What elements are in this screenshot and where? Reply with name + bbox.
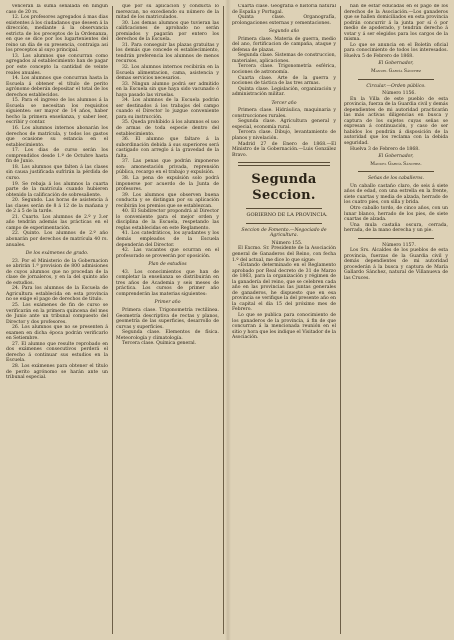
- paragraph: 31. Para conseguir las plazas gratuitas y los demás que concede el establecimiento, tendrán preferencia los alumnos de menos recursos.: [116, 42, 219, 65]
- subheading: Primer año: [154, 300, 181, 306]
- paragraph: 12. Los profesores agregados á mas dias existentes á los ciudadanos que deseen á la dirección, mediante á la observancia estricta de los preceptos de la Ordenanza, en que se dice por los lugartenientes del reino un dia de su presencia, contraiga asi los preceptos al suyo principal.: [6, 15, 108, 54]
- paragraph: vencerán la suma señalada en ningun caso de 20 rs.: [6, 4, 108, 15]
- paragraph: Tercera clase. Dibujo, levantamiento de planos y nivelación.: [232, 130, 336, 142]
- paragraph: 24. Para los alumnos de la Escuela de Agricultura establecida en esta provincia no se exige el pago de derechos de titulo.: [6, 286, 108, 303]
- column-2: [116, 4, 219, 636]
- section-rule: [358, 238, 434, 239]
- paragraph: En la Villa de este pueblo de esta provincia, fuerza de la Guardia civil y demás dependientes de mi autoridad practicarán las más activas diligencias en busca y captura de los sujetos cuyas señas se expresan á continuación, y caso de ser habidos los pondrán á disposición de la autoridad que los reclama con la debida seguridad.: [344, 96, 448, 147]
- column-4: [344, 4, 448, 636]
- paragraph: Quinta clase. Organografía, prolongaciones externas y cementaciones.: [232, 15, 336, 26]
- paragraph: 16. Los alumnos internos abonarán los derechos de matrícula, y todos los gastos que ocasione su estancia en el establecimiento.: [6, 126, 108, 148]
- number-label: Número 1157.: [382, 242, 416, 248]
- paragraph: 33. Ningun alumno podrá ser admitido en la Escuela sin que haya sido vacunado ó haya pasado las viruelas.: [116, 81, 219, 98]
- number-label: Número 155.: [271, 240, 303, 246]
- paragraph: 32. Los alumnos internos recibirán en la Escuela alimentacion, cama, asistencia y demas servicios necesarios.: [116, 65, 219, 82]
- section-heading: De los exámenes de grado.: [25, 251, 89, 257]
- signature-name: Manuel García Sánchez: [371, 69, 421, 75]
- paragraph: 41. Los catedráticos, los ayudantes y los demás empleados de la Escuela dependerán del Director.: [116, 231, 219, 248]
- paragraph: 40. El Subdirector propondrá al Director lo conveniente para el mejor orden y disciplina de la Escuela, respetando las reglas establecidas en este Reglamento.: [116, 209, 219, 231]
- paragraph: 28. Los exámenes para obtener el título de perito agrónomo se harán ante un tribunal especial.: [6, 364, 108, 381]
- paragraph: han de estar educadas en el pago de los derechos de la Asociación.—Los ganaderos que se hallen domiciliados en esta provincia podrán concurrir á la junta por sí ó por medio de apoderado, y tendrán derecho á votar y á ser elegidos para los cargos de la misma.: [344, 4, 448, 43]
- number-label: Número 1156.: [382, 91, 416, 97]
- paragraph: Los Srs. Alcaldes de los pueblos de esta provincia, fuerzas de la Guardia civil y demás dependientes de mi autoridad procederán á la busca y captura de María Gallardo Sánchez, natural de Villanueva de las Cruces.: [344, 248, 448, 281]
- subheading: Tercer año: [271, 100, 297, 106]
- paragraph: Huelva 3 de Febrero de 1868.: [350, 146, 420, 152]
- paragraph: 23. Por el Ministerio de la Gobernacion se abrirán 1.ª provision de 800 admisiones de cuyos alumnos que no procedan de la clase de jornaleros, y en la del quinto año de estudios.: [6, 258, 108, 286]
- paragraph: 18. Los alumnos que falten á las clases sin causa justificada sufrirán la pérdida de curso.: [6, 164, 108, 181]
- section-rule: [238, 162, 330, 166]
- section-rule: [358, 79, 434, 80]
- paragraph: 42. Las vacantes que ocurran en el profesorado se proveerán por oposición.: [116, 248, 219, 259]
- signature-title: El Gobernador,: [378, 154, 414, 160]
- signature-name: Manuel García Sánchez.: [370, 161, 422, 167]
- paragraph: Segunda clase. Sistemas de construccion, materiales, aplicaciones.: [232, 53, 336, 64]
- section-heading: Plan de estudios: [148, 262, 187, 268]
- section-heading: Circular.—Orden público.: [366, 83, 426, 89]
- government-heading: GOBIERNO DE LA PROVINCIA.: [246, 212, 328, 219]
- paragraph: 22. Quinto. Los alumnos de 2.º año abonarán por derechos de matrícula 40 rs. anuales.: [6, 231, 108, 248]
- section-rule: [358, 171, 434, 172]
- column-1: [6, 4, 108, 636]
- paragraph: 38. La pena de expulsión solo podrá imponerse por acuerdo de la Junta de profesores.: [116, 175, 219, 193]
- paragraph: 14. Los alumnos que concurran hasta la Escuela á obtener el título de perito agrónomo deberán depositar el total de los derechos establecidos.: [6, 76, 108, 98]
- paragraph: 13. Los alumnos que concurran como agregados al establecimiento han de pagar por este concepto la cantidad de veinte reales anuales.: [6, 53, 108, 76]
- paragraph: Segunda clase. Agricultura general y especial, economía rural.: [232, 119, 336, 130]
- subheading: Segundo año: [268, 29, 300, 35]
- section-title: Segunda Seccion.: [251, 172, 317, 204]
- section-rule: [246, 208, 322, 209]
- paragraph: 17. Los dias de curso serán los comprendidos desde 1.º de Octubre hasta fin de Junio.: [6, 148, 108, 165]
- paragraph: Lo que se anuncia en el Boletín oficial para conocimiento de todos los interesados. Huelva 5 de Febrero de 1868.: [344, 42, 448, 59]
- paragraph: Primera clase. Trigonometría rectilínea. Geometría descriptiva de rectas y planos, geometría de las superficies, desarrollo de curvas y superficies.: [116, 307, 219, 330]
- section-rule: [246, 223, 322, 224]
- paragraph: 36. El alumno que faltare á la subordinación debida á sus superiores será castigado con arreglo á la gravedad de la falta.: [116, 137, 219, 159]
- paragraph: Una mula castaña oscura, cerrada, herrada, de la mano derecha y un pie.: [344, 222, 448, 234]
- paragraph: 20. Segundo. Las horas de asistencia á las clases serán de 8 á 12 de la mañana y de 2 á 5 de la tarde.: [6, 198, 108, 215]
- paragraph: «Estando determinado en el Reglamento aprobado por Real decreto de 31 de Marzo de 1863, para la organización y régimen de la ganadería del reino, que se celebren cada año en las provincias las juntas generales de ganaderos, he dispuesto que en esa provincia se verifique la del presente año en la capital el día 15 del próximo mes de Febrero.: [232, 263, 336, 313]
- paragraph: Segunda clase. Elementos de física. Meteorología y climatología.: [116, 330, 219, 341]
- paragraph: Lo que se publica para conocimiento de los ganaderos de la provincia, á fin de que concurran á la mencionada reunión en el sitio y hora que les indique el Visitador de la Asociación.: [232, 312, 336, 341]
- place-date: Madrid 27 de Enero de 1868.—El Ministro de la Gobernación.—Luis González Bravo.: [232, 141, 336, 158]
- page-fold: [225, 0, 231, 640]
- paragraph: Un caballo castaño claro, de seis á siete años de edad, con una estrella en la frente, siete cuartas y media de alzada, herrado de los cuatro pies, con silla y brida.: [344, 183, 448, 206]
- paragraph: 37. Las penas que podrán imponerse son: amonestación privada, reprensión pública, recargo en el trabajo y expulsión.: [116, 159, 219, 176]
- paragraph: Cuarta clase. Geografía é historia natural de España y Portugal.: [232, 4, 336, 15]
- paragraph: 43. Los conocimientos que han de completar la enseñanza se distribuirán en tres años de Academia y seis meses de práctica. Los cursos de primer año comprenderán las materias siguientes:: [116, 269, 219, 297]
- paragraph: 35. Queda prohibido á los alumnos el uso de armas de toda especie dentro del establecimiento.: [116, 120, 219, 137]
- paragraph: 34. Los alumnos de la Escuela podrán ser destinados á los trabajos del campo cuando el Director lo juzgue conveniente para su instrucción.: [116, 98, 219, 120]
- paragraph: Primera clase. Hidráulica, maquinaria y construcciones rurales.: [232, 108, 336, 119]
- paragraph: 26. Los alumnos que no se presenten á examen en dicha época podrán verificarlo en Setiembre.: [6, 325, 108, 342]
- paragraph: Tercera clase. Química general.: [122, 341, 197, 347]
- column-divider: [223, 6, 224, 634]
- section-heading: Seccion de Fomento.—Negociado de Agricultura.: [241, 227, 327, 239]
- paragraph: 21. Cuarto. Los alumnos de 2.º y 3.er año tendrán además las prácticas en el campo de experimentación.: [6, 214, 108, 231]
- paragraph: El Excmo. Sr. Presidente de la Asociación general de Ganaderos del Reino, con fecha 1.º del actual, me dice lo que sigue:: [232, 246, 336, 263]
- column-divider: [340, 6, 341, 634]
- column-3: [232, 4, 336, 636]
- column-divider: [112, 6, 113, 634]
- paragraph: 39. Los alumnos que observen buena conducta y se distingan por su aplicación recibirán los premios que se establezcan.: [116, 192, 219, 209]
- paragraph: Cuarta clase. Arte de la guerra y nociones de táctica de las tres armas.: [232, 75, 336, 87]
- paragraph: 15. Para el ingreso de los alumnos á la Escuela se necesitan los requisitos siguientes: ser mayor de 14 años, haber hecho la primera enseñanza, y saber leer, escribir y contar.: [6, 98, 108, 126]
- signature-title: El Gobernador,: [378, 61, 414, 67]
- paragraph: 19. Se rebaja á los alumnos la cuarta parte de la matrícula cuando hubieren obtenido la calificación de sobresaliente.: [6, 181, 108, 198]
- section-heading: Señas de los caballeros.: [368, 176, 424, 182]
- paragraph: Quinta clase. Legislación, organización y administración militar.: [232, 86, 336, 98]
- paragraph: que por su aplicación y conducta lo merezcan, no excediendo su número de la mitad de los matriculados.: [116, 4, 219, 21]
- paragraph: 27. El alumno que resulte reprobado en dos exámenes consecutivos perderá el derecho á continuar sus estudios en la Escuela.: [6, 341, 108, 364]
- paragraph: 25. Los exámenes de fin de curso se verificarán en la primera quincena del mes de Junio ante un tribunal compuesto del Director y dos profesores.: [6, 302, 108, 325]
- paragraph: Tercera clase. Trigonometría esférica, nociones de astronomía.: [232, 64, 336, 76]
- paragraph: Primera clase. Materia de guerra, medio del ano, fortificacion de campaña, ataque y defensa de plazas.: [232, 36, 336, 53]
- paragraph: 30. Los demas alumnos que tuvieran las calificaciones de aprobado no serán premiados y pagarán por entero los derechos de la Escuela.: [116, 20, 219, 43]
- paragraph: Otro caballo tordo, de cinco años, con un lunar blanco, herrado de los pies, de siete cuartas de alzada.: [344, 205, 448, 223]
